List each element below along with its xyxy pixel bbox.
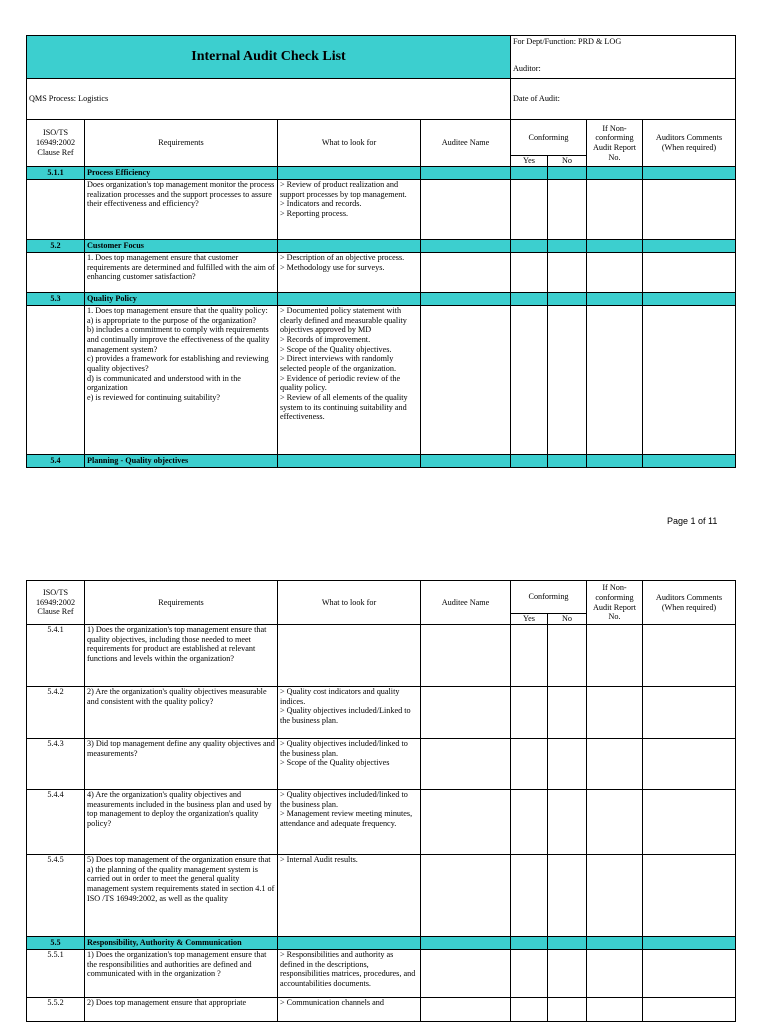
col-auditee-name: Auditee Name xyxy=(421,581,511,625)
section-empty-cell xyxy=(511,293,548,306)
conforming-no-cell[interactable] xyxy=(548,306,587,455)
col-requirements: Requirements xyxy=(85,120,278,167)
section-empty-cell xyxy=(643,455,736,468)
nonconformance-report-cell[interactable] xyxy=(587,625,643,687)
conforming-yes-cell[interactable] xyxy=(511,625,548,687)
col-auditee-name: Auditee Name xyxy=(421,120,511,167)
conforming-yes-cell[interactable] xyxy=(511,180,548,240)
section-empty-cell xyxy=(587,293,643,306)
what-to-look-for-cell: > Responsibilities and authority as defined in the descriptions, responsibilities matrices, procedures, and accountabilities documents. xyxy=(278,950,421,998)
auditor-comments-cell[interactable] xyxy=(643,687,736,739)
conforming-no-cell[interactable] xyxy=(548,739,587,790)
auditor-comments-cell[interactable] xyxy=(643,790,736,855)
conforming-no-cell[interactable] xyxy=(548,998,587,1022)
page1-header-table xyxy=(26,35,736,120)
conforming-no-cell[interactable] xyxy=(548,790,587,855)
what-to-look-for-cell: > Review of product realization and support processes by top management. > Indicators and records. > Reporting process. xyxy=(278,180,421,240)
section-row xyxy=(27,293,736,306)
nonconformance-report-cell[interactable] xyxy=(587,739,643,790)
page2-rows xyxy=(27,625,736,1022)
qms-process: QMS Process: Logistics xyxy=(27,79,511,120)
page1-rows xyxy=(27,167,736,468)
auditee-name-cell[interactable] xyxy=(421,180,511,240)
table-row xyxy=(27,625,736,687)
auditor-comments-cell[interactable] xyxy=(643,855,736,937)
section-empty-cell xyxy=(511,240,548,253)
page2-column-headers xyxy=(27,581,736,625)
clause-ref-cell: 5.5.2 xyxy=(27,998,85,1022)
auditor-comments-cell[interactable] xyxy=(643,739,736,790)
col-no: No xyxy=(548,156,587,167)
col-auditor-comments: Auditors Comments (When required) xyxy=(643,120,736,167)
conforming-yes-cell[interactable] xyxy=(511,687,548,739)
col-requirements: Requirements xyxy=(85,581,278,625)
section-title: Quality Policy xyxy=(85,293,278,306)
section-row xyxy=(27,455,736,468)
table-row xyxy=(27,790,736,855)
section-empty-cell xyxy=(511,455,548,468)
what-to-look-for-cell xyxy=(278,625,421,687)
auditor-comments-cell[interactable] xyxy=(643,950,736,998)
requirement-cell: 2) Does top management ensure that appropriate xyxy=(85,998,278,1022)
section-empty-cell xyxy=(548,455,587,468)
nonconformance-report-cell[interactable] xyxy=(587,855,643,937)
requirement-cell: 2) Are the organization's quality objectives measurable and consistent with the quality policy? xyxy=(85,687,278,739)
clause-ref-cell: 5.4.4 xyxy=(27,790,85,855)
section-empty-cell xyxy=(548,240,587,253)
section-empty-cell xyxy=(278,455,421,468)
auditor-comments-cell[interactable] xyxy=(643,998,736,1022)
section-ref: 5.4 xyxy=(27,455,85,468)
conforming-no-cell[interactable] xyxy=(548,625,587,687)
section-title: Planning - Quality objectives xyxy=(85,455,278,468)
section-empty-cell xyxy=(587,167,643,180)
auditee-name-cell[interactable] xyxy=(421,790,511,855)
what-to-look-for-cell: > Quality cost indicators and quality indices. > Quality objectives included/Linked to the business plan. xyxy=(278,687,421,739)
section-empty-cell xyxy=(643,240,736,253)
conforming-no-cell[interactable] xyxy=(548,687,587,739)
table-row xyxy=(27,739,736,790)
auditee-name-cell[interactable] xyxy=(421,253,511,293)
section-empty-cell xyxy=(511,937,548,950)
conforming-yes-cell[interactable] xyxy=(511,306,548,455)
section-empty-cell xyxy=(587,455,643,468)
section-empty-cell xyxy=(643,167,736,180)
auditee-name-cell[interactable] xyxy=(421,687,511,739)
page1-column-headers xyxy=(27,120,736,167)
section-empty-cell xyxy=(643,937,736,950)
section-title: Customer Focus xyxy=(85,240,278,253)
col-conforming: Conforming xyxy=(511,120,587,156)
section-row xyxy=(27,167,736,180)
section-empty-cell xyxy=(421,240,511,253)
auditor-label: Auditor: xyxy=(513,63,541,73)
section-empty-cell xyxy=(587,240,643,253)
section-empty-cell xyxy=(587,937,643,950)
col-what-to-look-for: What to look for xyxy=(278,581,421,625)
col-conforming: Conforming xyxy=(511,581,587,614)
section-title: Process Efficiency xyxy=(85,167,278,180)
dept-function: For Dept/Function: PRD & LOG xyxy=(513,37,622,46)
page1-checklist-table xyxy=(26,119,736,468)
auditee-name-cell[interactable] xyxy=(421,950,511,998)
table-row xyxy=(27,950,736,998)
table-row xyxy=(27,687,736,739)
col-clause-ref: ISO/TS 16949:2002 Clause Ref xyxy=(27,581,85,625)
what-to-look-for-cell: > Quality objectives included/linked to the business plan. > Management review meeting minutes, attendance and adequate frequency. xyxy=(278,790,421,855)
auditor-comments-cell[interactable] xyxy=(643,180,736,240)
requirement-cell: 1. Does top management ensure that the quality policy: a) is appropriate to the purpose of the organization? b) includes a commitment to comply with requirements and continually improve the effectiveness of the quality management system? c) provides a framework for establishing and reviewing quality objectives? d) is communicated and understood with in the organization e) is reviewed for continuing suitability? xyxy=(85,306,278,455)
requirement-cell: 5) Does top management of the organization ensure that a) the planning of the quality management system is carried out in order to meet the general quality management system requirements stated in section 4.1 of ISO /TS 16949:2002, as well as the quality xyxy=(85,855,278,937)
section-empty-cell xyxy=(278,167,421,180)
col-clause-ref: ISO/TS 16949:2002 Clause Ref xyxy=(27,120,85,167)
what-to-look-for-cell: > Communication channels and xyxy=(278,998,421,1022)
clause-ref-cell xyxy=(27,306,85,455)
requirement-cell: Does organization's top management monitor the process realization processes and the support processes to assure their effectiveness and efficiency? xyxy=(85,180,278,240)
section-empty-cell xyxy=(548,167,587,180)
section-empty-cell xyxy=(548,937,587,950)
what-to-look-for-cell: > Documented policy statement with clearly defined and measurable quality objectives approved by MD > Records of improvement. > Scope of the Quality objectives. > Direct interviews with randomly selected people of the organization. > Evidence of periodic review of the quality policy. > Review of all elements of the quality system to its continuing suitability and effectiveness. xyxy=(278,306,421,455)
section-empty-cell xyxy=(421,937,511,950)
conforming-yes-cell[interactable] xyxy=(511,253,548,293)
auditee-name-cell[interactable] xyxy=(421,306,511,455)
section-title: Responsibility, Authority & Communication xyxy=(85,937,278,950)
section-ref: 5.3 xyxy=(27,293,85,306)
auditee-name-cell[interactable] xyxy=(421,625,511,687)
section-ref: 5.1.1 xyxy=(27,167,85,180)
col-nonconforming: If Non-conforming Audit Report No. xyxy=(587,581,643,625)
conforming-yes-cell[interactable] xyxy=(511,739,548,790)
nonconformance-report-cell[interactable] xyxy=(587,306,643,455)
col-yes: Yes xyxy=(511,614,548,625)
table-row xyxy=(27,180,736,240)
page2-checklist-table xyxy=(26,580,736,1022)
section-ref: 5.5 xyxy=(27,937,85,950)
document-title: Internal Audit Check List xyxy=(27,36,511,79)
nonconformance-report-cell[interactable] xyxy=(587,790,643,855)
clause-ref-cell: 5.4.3 xyxy=(27,739,85,790)
conforming-yes-cell[interactable] xyxy=(511,790,548,855)
nonconformance-report-cell[interactable] xyxy=(587,180,643,240)
col-nonconforming: If Non-conforming Audit Report No. xyxy=(587,120,643,167)
table-row xyxy=(27,306,736,455)
table-row xyxy=(27,253,736,293)
col-what-to-look-for: What to look for xyxy=(278,120,421,167)
section-empty-cell xyxy=(421,167,511,180)
conforming-yes-cell[interactable] xyxy=(511,855,548,937)
clause-ref-cell: 5.4.1 xyxy=(27,625,85,687)
page-footer: Page 1 of 11 xyxy=(667,516,718,526)
table-row xyxy=(27,855,736,937)
what-to-look-for-cell: > Quality objectives included/linked to the business plan. > Scope of the Quality objectives xyxy=(278,739,421,790)
conforming-no-cell[interactable] xyxy=(548,950,587,998)
section-empty-cell xyxy=(278,293,421,306)
section-empty-cell xyxy=(421,455,511,468)
clause-ref-cell xyxy=(27,253,85,293)
auditor-comments-cell[interactable] xyxy=(643,253,736,293)
table-row xyxy=(27,998,736,1022)
conforming-yes-cell[interactable] xyxy=(511,950,548,998)
clause-ref-cell xyxy=(27,180,85,240)
section-row xyxy=(27,240,736,253)
nonconformance-report-cell[interactable] xyxy=(587,950,643,998)
requirement-cell: 1) Does the organization's top management ensure that quality objectives, including those needed to meet requirements for product are established at relevant functions and levels within the organization? xyxy=(85,625,278,687)
col-yes: Yes xyxy=(511,156,548,167)
col-auditor-comments: Auditors Comments (When required) xyxy=(643,581,736,625)
what-to-look-for-cell: > Description of an objective process. > Methodology use for surveys. xyxy=(278,253,421,293)
requirement-cell: 1) Does the organization's top management ensure that the responsibilities and authorities are defined and communicated with in the organization ? xyxy=(85,950,278,998)
auditee-name-cell[interactable] xyxy=(421,739,511,790)
col-no: No xyxy=(548,614,587,625)
date-of-audit: Date of Audit: xyxy=(511,79,736,120)
what-to-look-for-cell: > Internal Audit results. xyxy=(278,855,421,937)
requirement-cell: 3) Did top management define any quality objectives and measurements? xyxy=(85,739,278,790)
conforming-no-cell[interactable] xyxy=(548,253,587,293)
section-empty-cell xyxy=(421,293,511,306)
requirement-cell: 1. Does top management ensure that customer requirements are determined and fulfilled with the aim of enhancing customer satisfaction? xyxy=(85,253,278,293)
clause-ref-cell: 5.4.2 xyxy=(27,687,85,739)
auditor-comments-cell[interactable] xyxy=(643,625,736,687)
conforming-no-cell[interactable] xyxy=(548,180,587,240)
section-row xyxy=(27,937,736,950)
nonconformance-report-cell[interactable] xyxy=(587,253,643,293)
clause-ref-cell: 5.5.1 xyxy=(27,950,85,998)
conforming-no-cell[interactable] xyxy=(548,855,587,937)
section-empty-cell xyxy=(278,240,421,253)
section-empty-cell xyxy=(511,167,548,180)
section-empty-cell xyxy=(643,293,736,306)
clause-ref-cell: 5.4.5 xyxy=(27,855,85,937)
section-ref: 5.2 xyxy=(27,240,85,253)
dept-auditor-cell xyxy=(511,36,736,79)
nonconformance-report-cell[interactable] xyxy=(587,998,643,1022)
conforming-yes-cell[interactable] xyxy=(511,998,548,1022)
section-empty-cell xyxy=(548,293,587,306)
section-empty-cell xyxy=(278,937,421,950)
auditee-name-cell[interactable] xyxy=(421,998,511,1022)
auditor-comments-cell[interactable] xyxy=(643,306,736,455)
auditee-name-cell[interactable] xyxy=(421,855,511,937)
requirement-cell: 4) Are the organization's quality objectives and measurements included in the business plan and used by top management to deploy the organization's quality policy? xyxy=(85,790,278,855)
nonconformance-report-cell[interactable] xyxy=(587,687,643,739)
